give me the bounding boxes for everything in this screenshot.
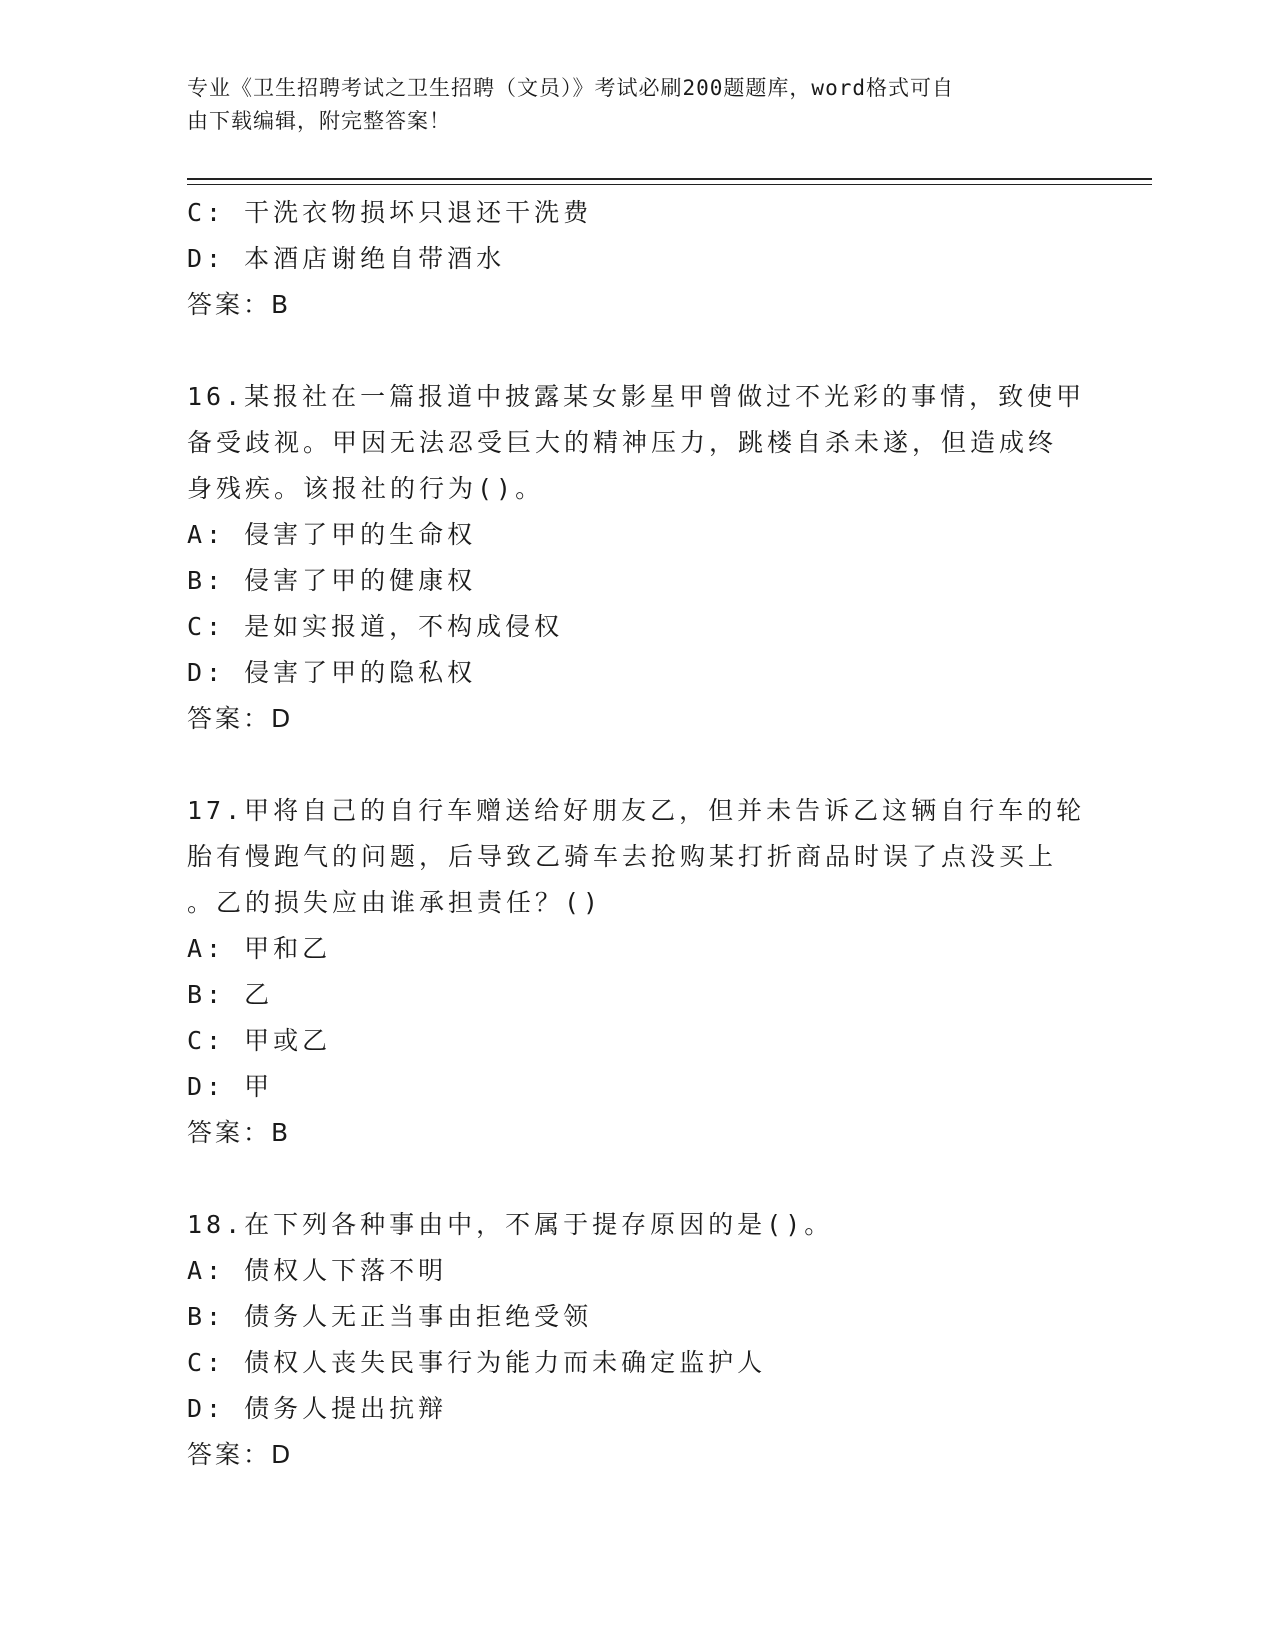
question-stem-line: 16.某报社在一篇报道中披露某女影星甲曾做过不光彩的事情，致使甲	[187, 382, 1086, 411]
option-b: B: 乙	[187, 980, 274, 1009]
option-d: D: 侵害了甲的隐私权	[187, 658, 477, 687]
document-header	[187, 72, 1067, 138]
question-stem-line: 18.在下列各种事由中，不属于提存原因的是()。	[187, 1210, 834, 1239]
spacer	[187, 328, 1087, 374]
answer-line: 答案：D	[187, 1440, 294, 1469]
option-a: A: 甲和乙	[187, 934, 332, 963]
option-c: C: 是如实报道，不构成侵权	[187, 612, 564, 641]
option-c: C: 甲或乙	[187, 1026, 332, 1055]
header-title-line-1: 专业《卫生招聘考试之卫生招聘（文员）》考试必刷200题题库，word格式可自	[187, 76, 954, 100]
header-title-line-2: 由下载编辑，附完整答案！	[187, 109, 451, 133]
question-16	[187, 374, 1087, 742]
answer-line: 答案：D	[187, 704, 294, 733]
continued-question	[187, 190, 1087, 328]
option-c: C: 债权人丧失民事行为能力而未确定监护人	[187, 1348, 767, 1377]
answer-line: 答案：B	[187, 1118, 292, 1147]
question-stem-line: 身残疾。该报社的行为()。	[187, 474, 545, 503]
question-stem-line: 17.甲将自己的自行车赠送给好朋友乙，但并未告诉乙这辆自行车的轮	[187, 796, 1086, 825]
question-17	[187, 788, 1087, 1156]
option-d: D: 甲	[187, 1072, 274, 1101]
answer-line: 答案：B	[187, 290, 292, 319]
question-stem-line: 备受歧视。甲因无法忍受巨大的精神压力，跳楼自杀未遂，但造成终	[187, 428, 1058, 457]
question-18	[187, 1202, 1087, 1478]
option-d: D: 本酒店谢绝自带酒水	[187, 244, 506, 273]
question-stem-line: 。乙的损失应由谁承担责任？()	[187, 888, 603, 917]
option-a: A: 债权人下落不明	[187, 1256, 448, 1285]
option-d: D: 债务人提出抗辩	[187, 1394, 448, 1423]
question-stem-line: 胎有慢跑气的问题，后导致乙骑车去抢购某打折商品时误了点没买上	[187, 842, 1058, 871]
option-b: B: 侵害了甲的健康权	[187, 566, 477, 595]
option-a: A: 侵害了甲的生命权	[187, 520, 477, 549]
spacer	[187, 742, 1087, 788]
spacer	[187, 1156, 1087, 1202]
option-b: B: 债务人无正当事由拒绝受领	[187, 1302, 593, 1331]
question-content	[187, 190, 1087, 1478]
option-c: C: 干洗衣物损坏只退还干洗费	[187, 198, 593, 227]
header-divider-thin	[187, 184, 1152, 185]
header-divider	[187, 178, 1152, 180]
